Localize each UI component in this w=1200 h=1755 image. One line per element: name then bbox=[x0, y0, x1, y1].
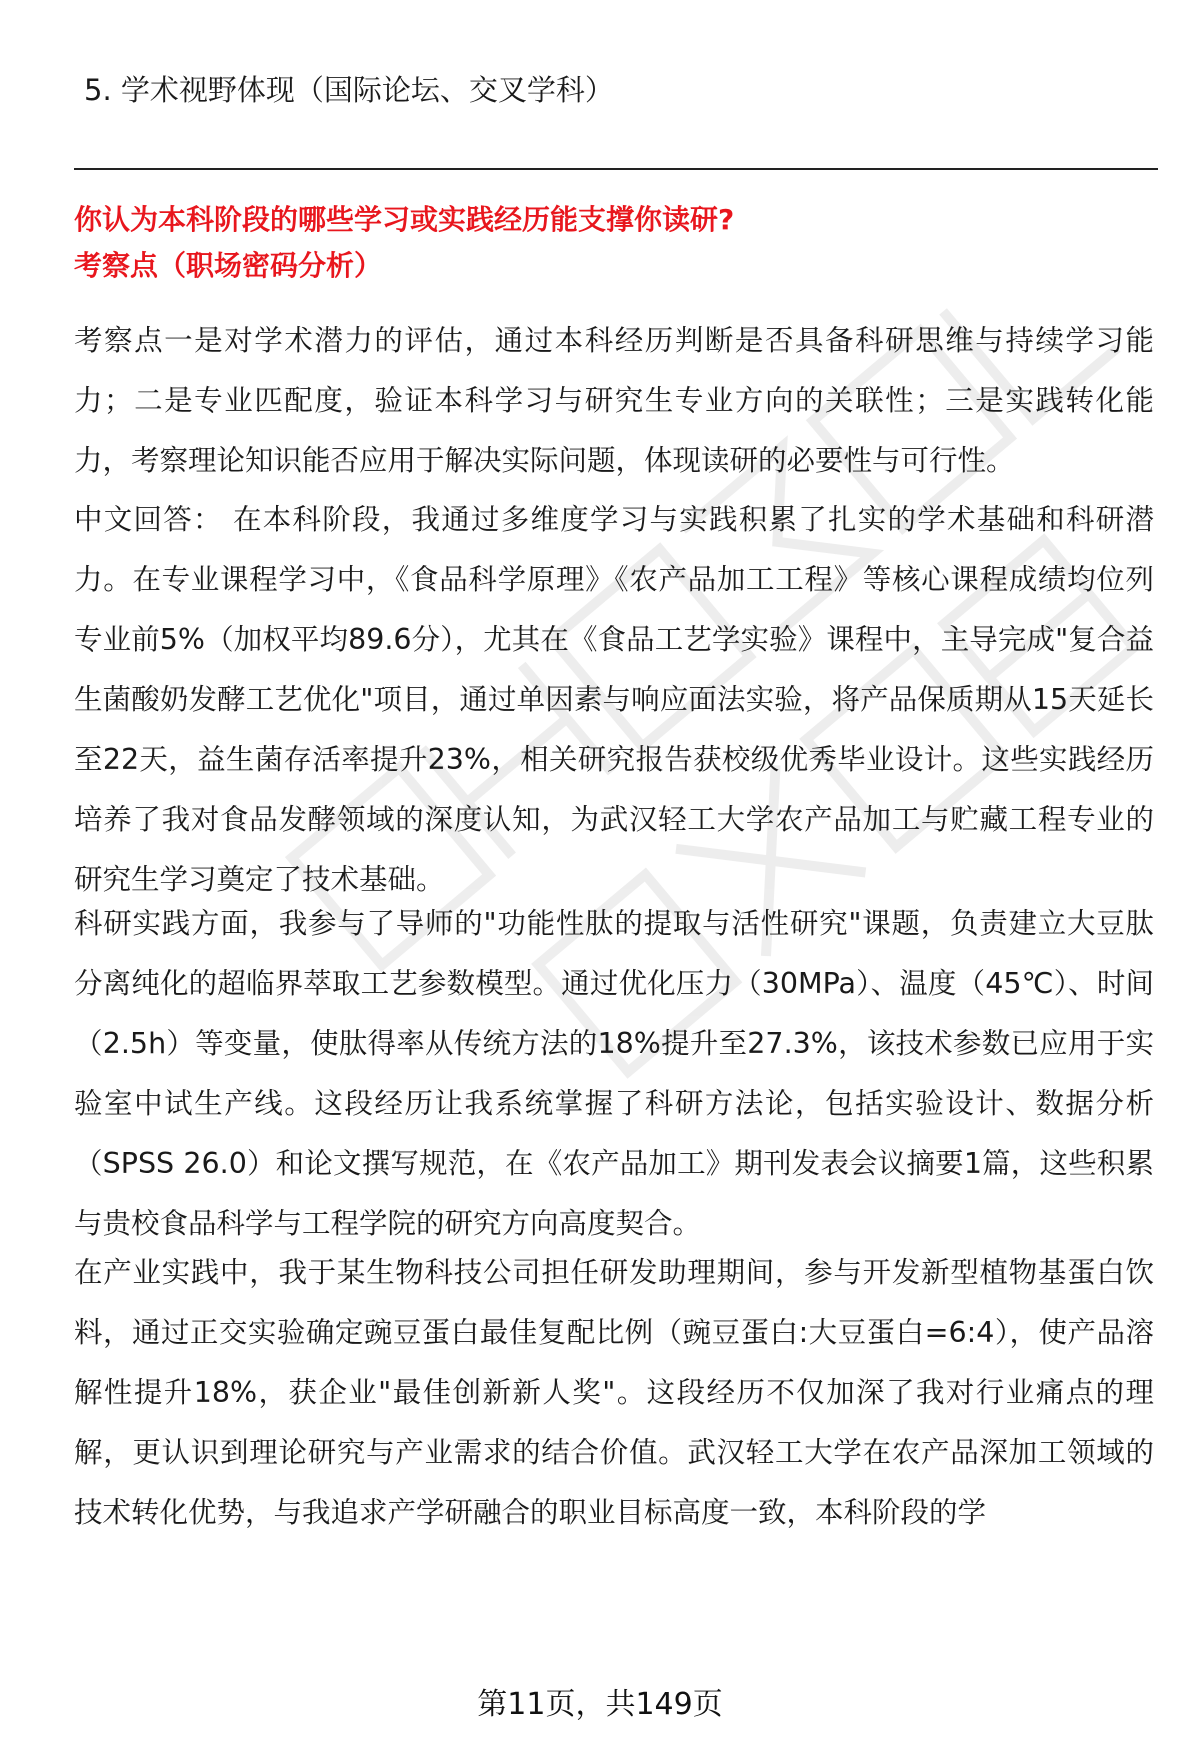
page-number-footer: 第11页，共149页 bbox=[477, 1687, 723, 1722]
paragraph-assessment: 考察点一是对学术潜力的评估，通过本科经历判断是否具备科研思维与持续学习能力；二是专业匹配度，验证本科学习与研究生专业方向的关联性；三是实践转化能力，考察理论知识能否应用于解决实际问题，体现读研的必要性与可行性。 bbox=[74, 324, 1154, 477]
paragraph-industry-practice: 在产业实践中，我于某生物科技公司担任研发助理期间，参与开发新型植物基蛋白饮料，通过正交实验确定豌豆蛋白最佳复配比例（豌豆蛋白:大豆蛋白=6:4），使产品溶解性提升18%，获企业"最佳创新新人奖"。这段经历不仅加深了我对行业痛点的理解，更认识到理论研究与产业需求的结合价值。武汉轻工大学在农产品深加工领域的技术转化优势，与我追求产学研融合的职业目标高度一致，本科阶段的学 bbox=[74, 1256, 1154, 1529]
paragraph-answer-coursework: 中文回答： 在本科阶段，我通过多维度学习与实践积累了扎实的学术基础和科研潜力。在专业课程学习中，《食品科学原理》《农产品加工工程》等核心课程成绩均位列专业前5%（加权平均89.6分），尤其在《食品工艺学实验》课程中，主导完成"复合益生菌酸奶发酵工艺优化"项目，通过单因素与响应面法实验，将产品保质期从15天延长至22天，益生菌存活率提升23%，相关研究报告获校级优秀毕业设计。这些实践经历培养了我对食品发酵领域的深度认知，为武汉轻工大学农产品加工与贮藏工程专业的研究生学习奠定了技术基础。 bbox=[74, 503, 1154, 896]
section-divider bbox=[74, 168, 1158, 170]
list-item-academic-vision: 5. 学术视野体现（国际论坛、交叉学科） bbox=[84, 73, 614, 107]
paragraph-research-practice: 科研实践方面，我参与了导师的"功能性肽的提取与活性研究"课题，负责建立大豆肽分离纯化的超临界萃取工艺参数模型。通过优化压力（30MPa）、温度（45℃）、时间（2.5h）等变量，使肽得率从传统方法的18%提升至27.3%，该技术参数已应用于实验室中试生产线。这段经历让我系统掌握了科研方法论，包括实验设计、数据分析（SPSS 26.0）和论文撰写规范，在《农产品加工》期刊发表会议摘要1篇，这些积累与贵校食品科学与工程学院的研究方向高度契合。 bbox=[74, 907, 1154, 1240]
section-title: 考察点（职场密码分析） bbox=[74, 249, 383, 282]
question-heading: 你认为本科阶段的哪些学习或实践经历能支撑你读研? bbox=[74, 203, 735, 236]
